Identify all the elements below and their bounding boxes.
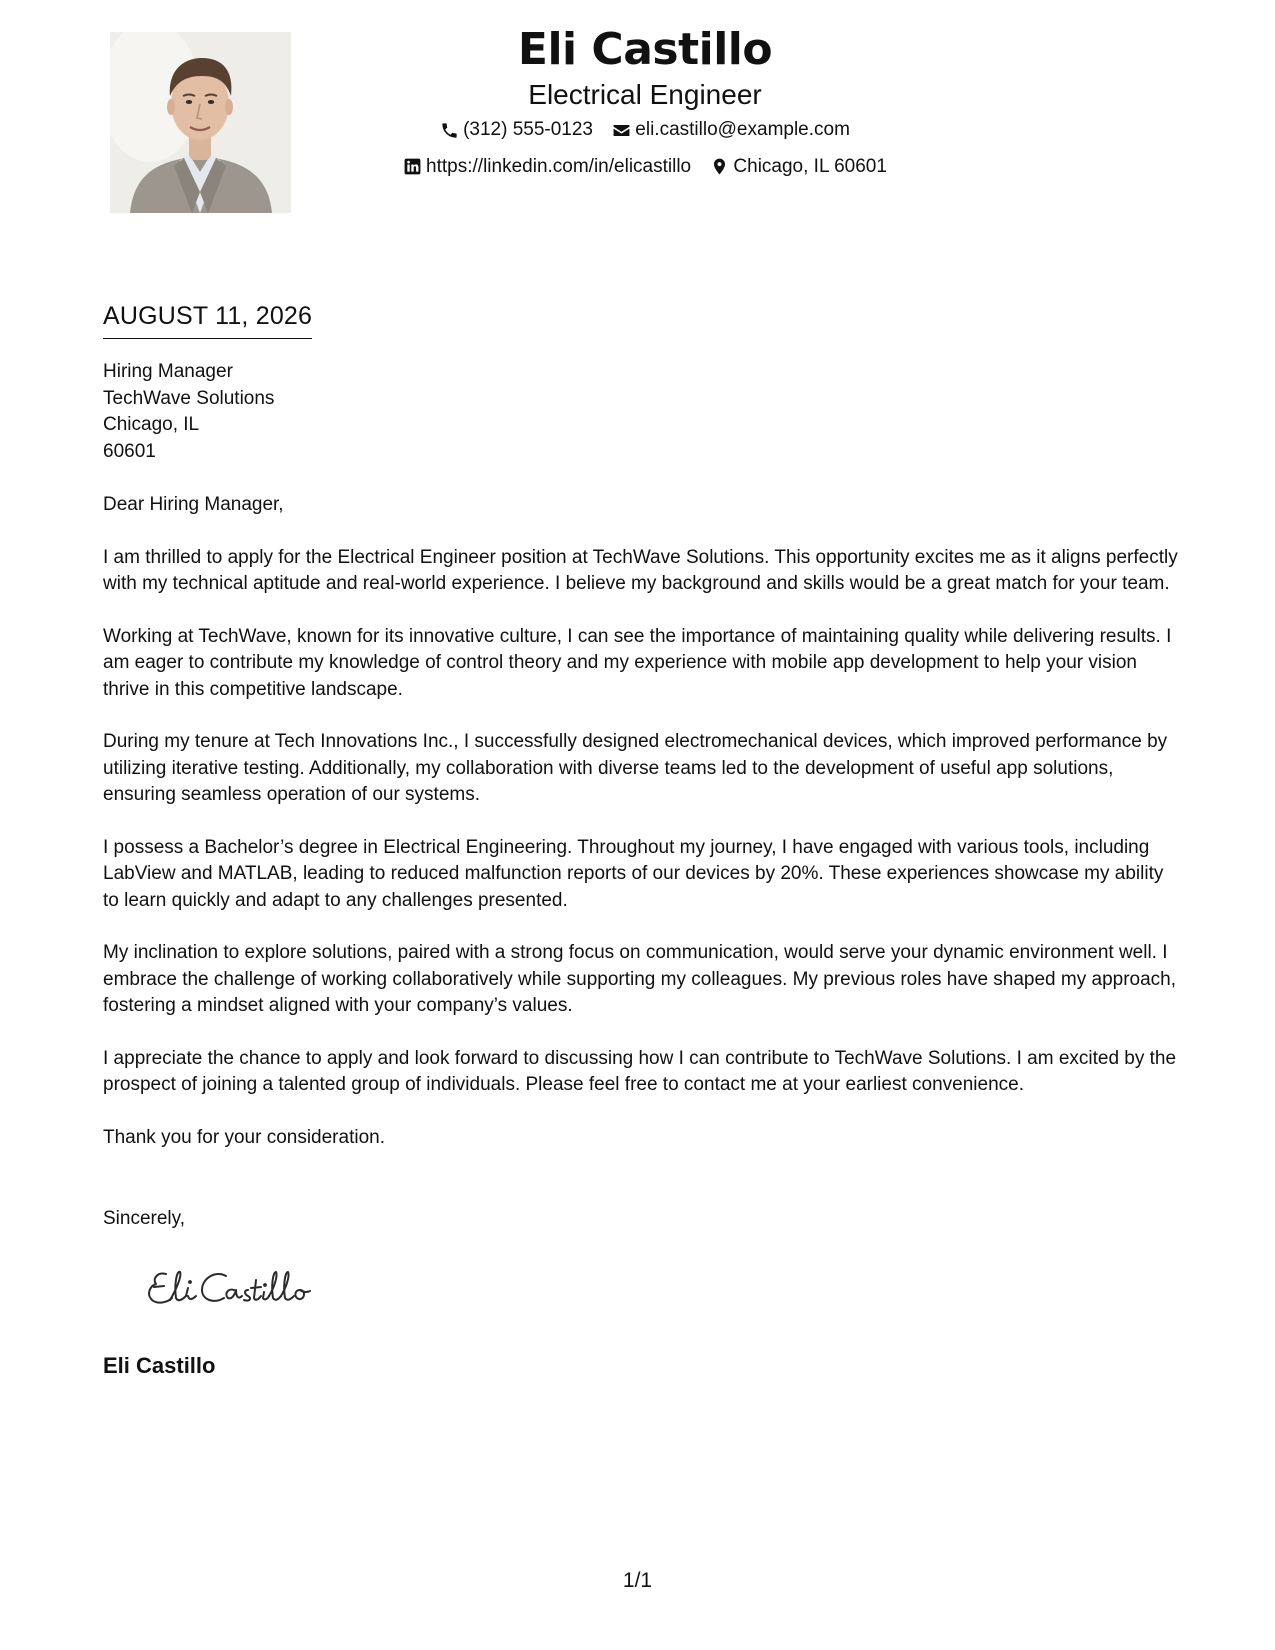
person-portrait-icon [110, 32, 291, 213]
body-paragraph: My inclination to explore solutions, paired with a strong focus on communication, would serve your dynamic environment well. I embrace the challenge of working collaboratively while supporting my colleagues. My previous roles have shaped my approach, fostering a mindset aligned with your company’s values. [103, 942, 1177, 1016]
profile-photo [110, 32, 291, 213]
recipient-line: Chicago, IL [103, 414, 200, 435]
envelope-icon [612, 121, 631, 140]
linkedin-icon [403, 157, 422, 176]
phone-contact[interactable] [440, 117, 593, 143]
body-paragraph: I am thrilled to apply for the Electrical Engineer position at TechWave Solutions. This opportunity excites me as it aligns perfectly with my technical aptitude and real-world experience. I believe my background and skills would be a great match for your team. [103, 546, 1178, 594]
location-contact [710, 154, 887, 180]
body-paragraph: I possess a Bachelor’s degree in Electrical Engineering. Throughout my journey, I have engaged with various tools, including LabView and MATLAB, leading to reduced malfunction reports of our devices by 20%. These experiences showcase my ability to learn quickly and adapt to any challenges presented. [103, 836, 1164, 911]
body-paragraph: Thank you for your consideration. [103, 1126, 385, 1148]
location-text: Chicago, IL 60601 [733, 155, 887, 177]
phone-text: (312) 555-0123 [463, 119, 593, 140]
recipient-address [103, 359, 274, 465]
signature-image [140, 1260, 340, 1316]
recipient-line: TechWave Solutions [103, 387, 275, 409]
letter-date: AUGUST 11, 2026 [103, 300, 312, 339]
phone-icon [440, 121, 459, 140]
letter-header [320, 18, 970, 184]
applicant-name: Eli Castillo [517, 24, 773, 75]
body-paragraph: During my tenure at Tech Innovations Inc., I successfully designed electromechanical devices, which improved performance by utilizing iterative testing. Additionally, my collaboration with diverse teams led to the development of useful app solutions, ensuring seamless operation of our systems. [103, 731, 1168, 805]
signed-name: Eli Castillo [103, 1353, 216, 1378]
applicant-title: Electrical Engineer [528, 79, 762, 110]
page-number: 1/1 [622, 1569, 653, 1592]
body-paragraph: Working at TechWave, known for its innovative culture, I can see the importance of maintaining quality while delivering results. I am eager to contribute my knowledge of control theory and my experience with mobile app development to help your vision thrive in this competitive landscape. [103, 625, 1172, 700]
contact-row-primary [320, 117, 970, 148]
handwritten-signature [140, 1260, 340, 1316]
letter-body [103, 492, 1183, 1177]
salutation: Dear Hiring Manager, [103, 494, 284, 515]
email-contact[interactable] [612, 117, 850, 143]
recipient-line: 60601 [103, 440, 156, 462]
linkedin-contact[interactable] [403, 154, 691, 180]
body-paragraph: I appreciate the chance to apply and look forward to discussing how I can contribute to TechWave Solutions. I am excited by the prospect of joining a talented group of individuals. Please feel free to contact me at your earliest convenience. [103, 1047, 1177, 1095]
email-text: eli.castillo@example.com [635, 119, 850, 140]
recipient-line: Hiring Manager [103, 361, 233, 382]
location-pin-icon [710, 157, 729, 176]
linkedin-text: https://linkedin.com/in/elicastillo [426, 155, 692, 177]
valediction: Sincerely, [103, 1208, 186, 1229]
contact-row-secondary [320, 154, 970, 185]
